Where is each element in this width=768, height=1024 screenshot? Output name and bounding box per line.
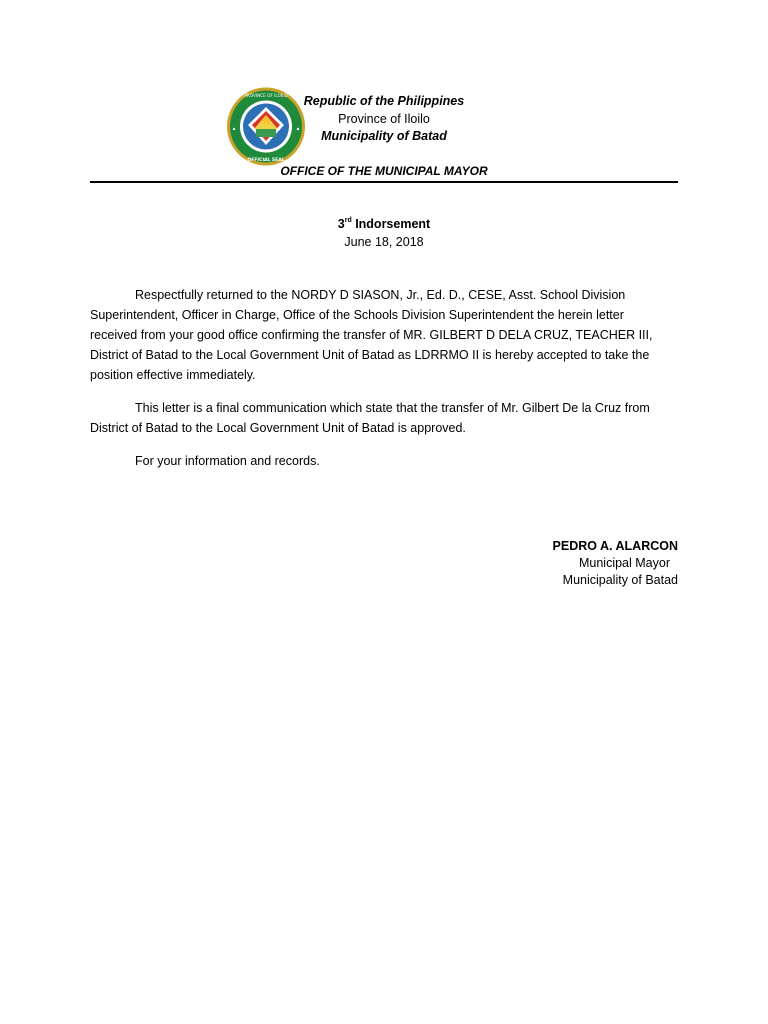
paragraph-line: For your information and records. [135,454,320,468]
paragraph-line: position effective immediately. [90,368,256,382]
signatory-title: Municipal Mayor [578,556,670,570]
indorsement-label: Indorsement [351,217,431,231]
signatory-office: Municipality of Batad [562,573,678,587]
body-paragraph-3 [90,451,678,471]
svg-text:PROVINCE OF ILOILO: PROVINCE OF ILOILO [244,93,288,98]
indorsement-number: 3 [337,217,345,231]
header-divider [90,181,678,183]
svg-text:OFFICIAL SEAL: OFFICIAL SEAL [247,158,285,163]
paragraph-line: Superintendent, Officer in Charge, Office of the Schools Division Superintendent the herein letter [90,308,624,322]
signatory-name: PEDRO A. ALARCON [552,539,678,553]
header-country: Republic of the Philippines [303,94,465,108]
paragraph-line: This letter is a final communication which state that the transfer of Mr. Gilbert De la Cruz from [135,401,650,415]
body-paragraph-1 [90,285,678,385]
indorsement-suffix: rd [344,217,352,224]
header-municipality: Municipality of Batad [321,129,447,143]
paragraph-line: District of Batad to the Local Government Unit of Batad is approved. [90,421,466,435]
header-office: OFFICE OF THE MUNICIPAL MAYOR [280,164,488,178]
indorsement-title [234,216,534,233]
paragraph-line: Respectfully returned to the NORDY D SIASON, Jr., Ed. D., CESE, Asst. School Division [135,288,626,302]
paragraph-line: District of Batad to the Local Government Unit of Batad as LDRRMO II is hereby accepted to take the [90,348,650,362]
indorsement-date: June 18, 2018 [344,235,424,249]
header-province: Province of Iloilo [338,112,430,126]
paragraph-line: received from your good office confirming the transfer of MR. GILBERT D DELA CRUZ, TEACHER III, [90,328,653,342]
body-paragraph-2 [90,398,678,438]
